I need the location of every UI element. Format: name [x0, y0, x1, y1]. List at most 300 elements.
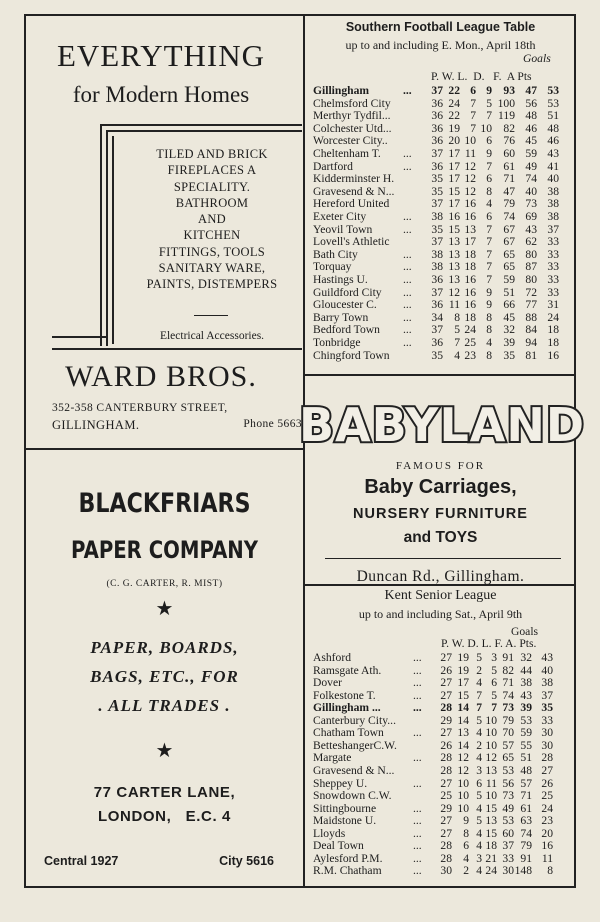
stat-d: 6 [486, 210, 492, 223]
team-name: BetteshangerC.W. [313, 738, 397, 752]
stat-w: 2 [463, 864, 469, 878]
team-name: Lloyds [313, 826, 346, 840]
stat-pts: 38 [547, 210, 559, 223]
stat-pts: 24 [541, 801, 553, 815]
stat-a: 45 [525, 134, 537, 148]
stat-pts: 33 [547, 260, 559, 274]
babyland-line2: NURSERY FURNITURE [353, 506, 528, 522]
stat-d: 4 [476, 751, 482, 765]
leader-dots: ... [403, 273, 412, 286]
stat-w: 22 [448, 84, 460, 97]
stat-w: 10 [457, 776, 469, 790]
team-name: Gravesend & N... [313, 763, 395, 777]
stat-l: 6 [491, 676, 497, 690]
stat-p: 28 [440, 701, 452, 715]
stat-d: 7 [476, 701, 482, 715]
leader-dots: ... [413, 676, 422, 690]
stat-f: 67 [503, 235, 515, 249]
stat-w: 10 [457, 801, 469, 815]
stat-a: 38 [520, 676, 532, 690]
stat-l: 10 [464, 134, 476, 148]
stat-f: 79 [502, 713, 514, 727]
southern-title: Southern Football League Table [345, 20, 536, 34]
team-name: Ramsgate Ath. [313, 663, 382, 677]
team-name: Chatham Town [313, 726, 384, 740]
stat-p: 36 [431, 159, 443, 173]
stat-a: 48 [520, 763, 532, 777]
stat-pts: 33 [547, 247, 559, 261]
stat-p: 37 [431, 147, 443, 160]
stat-a: 80 [525, 273, 537, 286]
stat-a: 80 [525, 247, 537, 261]
team-name: Merthyr Tydfil... [313, 109, 391, 123]
stat-a: 47 [525, 84, 537, 97]
table-row [305, 652, 576, 665]
stat-p: 25 [440, 789, 452, 803]
stat-l: 3 [491, 651, 497, 664]
stat-pts: 8 [547, 864, 553, 878]
stat-l: 24 [464, 323, 476, 337]
stat-p: 27 [440, 776, 452, 790]
stat-f: 39 [503, 336, 515, 349]
team-name: Gravesend & N... [313, 184, 395, 198]
leader-dots: ... [403, 260, 412, 274]
ward-body-line: FITTINGS, TOOLS [158, 244, 266, 259]
stat-l: 24 [485, 864, 497, 878]
ward-body-line: KITCHEN [183, 228, 241, 243]
stat-w: 17 [448, 172, 460, 186]
stat-a: 59 [520, 726, 532, 740]
blackfriars-products-3: . ALL TRADES . [98, 696, 231, 715]
stat-l: 18 [464, 260, 476, 274]
stat-f: 71 [503, 172, 515, 186]
stat-d: 3 [476, 851, 482, 865]
stat-pts: 24 [547, 310, 559, 324]
stat-a: 46 [525, 121, 537, 135]
stat-a: 74 [520, 826, 532, 840]
stat-p: 36 [431, 96, 443, 110]
stat-p: 27 [440, 688, 452, 702]
babyland-rule [325, 558, 561, 559]
stat-pts: 46 [547, 134, 559, 148]
stat-pts: 26 [541, 776, 553, 790]
stat-f: 37 [502, 839, 514, 853]
table-row [305, 815, 576, 828]
stat-f: 74 [503, 210, 515, 223]
team-name: Sheppey U. [313, 776, 368, 790]
stat-d: 9 [486, 285, 492, 299]
stat-pts: 28 [541, 751, 553, 765]
team-name: Ashford [313, 651, 351, 664]
stat-l: 7 [491, 701, 497, 715]
blackfriars-line1: BLACKFRIARS [78, 488, 251, 519]
blackfriars-advert [26, 16, 303, 886]
stat-l: 16 [464, 210, 476, 223]
stat-f: 71 [502, 676, 514, 690]
table-row [305, 790, 576, 803]
stat-p: 28 [440, 751, 452, 765]
stat-w: 19 [448, 121, 460, 135]
stat-pts: 33 [547, 235, 559, 249]
babyland-line1: Baby Carriages, [364, 476, 517, 498]
leader-dots: ... [413, 814, 422, 828]
stat-pts: 25 [541, 789, 553, 803]
leader-dots: ... [413, 751, 422, 765]
ward-body-line: BATHROOM [175, 195, 249, 210]
stat-d: 8 [486, 184, 492, 198]
stat-p: 36 [431, 121, 443, 135]
stat-d: 3 [476, 763, 482, 777]
stat-f: 35 [503, 348, 515, 362]
stat-l: 7 [470, 96, 476, 110]
stat-w: 5 [454, 323, 460, 337]
leader-dots: ... [413, 688, 422, 702]
leader-dots: ... [403, 159, 412, 173]
blackfriars-products-1: PAPER, BOARDS, [90, 638, 239, 657]
stat-w: 15 [448, 184, 460, 198]
stat-pts: 23 [541, 814, 553, 828]
stat-l: 18 [464, 310, 476, 324]
stat-l: 13 [485, 763, 497, 777]
kent-title: Kent Senior League [384, 588, 497, 603]
stat-f: 47 [503, 184, 515, 198]
stat-pts: 11 [541, 851, 553, 865]
programme-page [24, 14, 586, 888]
stat-f: 61 [503, 159, 515, 173]
stat-a: 51 [520, 751, 532, 765]
stat-a: 73 [525, 197, 537, 211]
stat-p: 27 [440, 814, 452, 828]
stat-d: 4 [486, 336, 492, 349]
stat-a: 59 [525, 147, 537, 160]
stat-a: 63 [520, 814, 532, 828]
leader-dots: ... [403, 285, 412, 299]
stat-w: 8 [454, 310, 460, 324]
stat-p: 35 [431, 348, 443, 362]
kent-league-table: Kent Senior League up to and including Sat., April 9th Goals P. W. D. L. F. A. Pts. Ashford ... 27 19 5 3 91 32 43 Ramsgate Ath. ... 26 19 2 5 82 44 40 Dover ... 27 17 4 6 71 38 38 Folkestone T. ... 27 15 7 5 74 43 37 Gillingham ... ... 28 14 7 7 73 39 35 Canterbury City... 29 14 5 10 79 53 33 Chatham Town ... 27 13 4 10 70 59 30 BetteshangerC.W. 26 14 2 10 57 55 30 Margate ... 28 12 4 12 65 51 28 Gravesend & N... 28 12 3 13 53 48 27 Sheppey U. ... 27 10 6 11 56 57 26 Snowdown C.W. 25 10 5 10 73 71 25 Sittingbourne ... 29 10 4 15 49 61 24 Maidstone U. ... 27 9 5 13 53 63 23 Lloyds ... 27 8 4 15 60 74 20 Deal Town ... 28 6 4 18 37 79 16 Aylesford P.M. ... 28 4 3 21 33 91 11 R.M. Chatham ... 30 2 4 24 30 148 8 [305, 586, 576, 886]
leader-dots: ... [403, 210, 412, 223]
stat-p: 27 [440, 726, 452, 740]
stat-l: 13 [485, 814, 497, 828]
stat-a: 94 [525, 336, 537, 349]
stat-d: 9 [486, 298, 492, 312]
stat-w: 15 [457, 688, 469, 702]
leader-dots: ... [413, 851, 422, 865]
stat-f: 119 [498, 109, 515, 123]
team-name: Kidderminster H. [313, 172, 395, 186]
ward-body-line: SANITARY WARE, [158, 261, 266, 276]
stat-p: 30 [440, 864, 452, 878]
leader-dots: ... [413, 839, 422, 853]
stat-pts: 18 [547, 323, 559, 337]
stat-pts: 27 [541, 763, 553, 777]
team-name: Margate [313, 751, 352, 765]
team-name: R.M. Chatham [313, 864, 382, 878]
stat-w: 12 [457, 751, 469, 765]
stat-w: 16 [448, 210, 460, 223]
stat-pts: 16 [547, 348, 559, 362]
team-name: Hereford United [313, 197, 390, 211]
team-name: Gillingham [313, 84, 370, 97]
stat-d: 4 [476, 726, 482, 740]
stat-d: 4 [476, 676, 482, 690]
stat-w: 6 [463, 839, 469, 853]
blackfriars-phone1: Central 1927 [44, 854, 119, 868]
blackfriars-products-2: BAGS, ETC., FOR [90, 667, 239, 686]
stat-pts: 43 [541, 651, 553, 664]
team-name: Torquay [313, 260, 352, 274]
stat-f: 82 [503, 121, 515, 135]
stat-pts: 41 [547, 159, 559, 173]
stat-l: 5 [491, 663, 497, 677]
stat-f: 60 [502, 826, 514, 840]
stat-a: 53 [520, 713, 532, 727]
stat-w: 13 [448, 247, 460, 261]
stat-pts: 48 [547, 121, 559, 135]
leader-dots: ... [403, 336, 412, 349]
team-name: Dover [313, 676, 342, 690]
stat-l: 23 [464, 348, 476, 362]
stat-d: 4 [486, 197, 492, 211]
stat-p: 36 [431, 273, 443, 286]
stat-f: 53 [502, 763, 514, 777]
team-name: Gillingham ... [313, 701, 381, 715]
stat-a: 87 [525, 260, 537, 274]
stat-f: 65 [503, 260, 515, 274]
stat-f: 91 [502, 651, 514, 664]
stat-w: 17 [448, 197, 460, 211]
stat-l: 5 [491, 688, 497, 702]
stat-pts: 33 [547, 285, 559, 299]
stat-f: 67 [503, 222, 515, 236]
stat-pts: 30 [541, 738, 553, 752]
babyland-logo [298, 394, 586, 454]
stat-a: 88 [525, 310, 537, 324]
team-name: Worcester City.. [313, 134, 388, 148]
team-name: Deal Town [313, 839, 364, 853]
babyland-advert [298, 16, 586, 585]
stat-w: 11 [448, 298, 460, 312]
stat-d: 8 [486, 348, 492, 362]
stat-l: 18 [464, 247, 476, 261]
stat-pts: 53 [547, 96, 559, 110]
stat-w: 13 [448, 235, 460, 249]
team-name: Canterbury City... [313, 713, 396, 727]
stat-p: 37 [431, 285, 443, 299]
stat-l: 12 [464, 184, 476, 198]
blackfriars-line2: PAPER COMPANY [70, 536, 259, 564]
stat-d: 10 [480, 121, 492, 135]
stat-d: 4 [476, 839, 482, 853]
leader-dots: ... [403, 310, 412, 324]
stat-d: 6 [476, 776, 482, 790]
table-row [305, 677, 576, 690]
stat-w: 14 [457, 738, 469, 752]
stat-p: 36 [431, 336, 443, 349]
ward-address-line1: 352-358 CANTERBURY STREET, [52, 402, 228, 414]
stat-d: 4 [476, 801, 482, 815]
stat-a: 44 [520, 663, 532, 677]
blackfriars-phones [44, 854, 274, 868]
stat-a: 81 [525, 348, 537, 362]
stat-f: 100 [497, 96, 515, 110]
leader-dots: ... [403, 84, 412, 97]
stat-a: 69 [525, 210, 537, 223]
stat-l: 10 [485, 738, 497, 752]
stat-w: 24 [448, 96, 460, 110]
leader-dots: ... [403, 247, 412, 261]
stat-p: 35 [431, 172, 443, 186]
team-name: Bedford Town [313, 323, 380, 337]
stat-f: 65 [502, 751, 514, 765]
stat-a: 39 [520, 701, 532, 715]
leader-dots: ... [413, 701, 422, 715]
team-name: Dartford [313, 159, 353, 173]
stat-a: 43 [520, 688, 532, 702]
stat-p: 36 [431, 109, 443, 123]
stat-w: 17 [457, 676, 469, 690]
stat-pts: 53 [547, 84, 559, 97]
stat-d: 5 [486, 96, 492, 110]
ward-body-line: SPECIALITY. [173, 179, 251, 194]
ward-electrical: Electrical Accessories. [159, 330, 265, 342]
leader-dots: ... [413, 663, 422, 677]
stat-w: 13 [448, 273, 460, 286]
stat-l: 12 [485, 751, 497, 765]
stat-l: 15 [485, 801, 497, 815]
stat-d: 7 [486, 273, 492, 286]
stat-f: 56 [502, 776, 514, 790]
stat-f: 30 [502, 864, 514, 878]
stat-a: 49 [525, 159, 537, 173]
stat-f: 93 [503, 84, 515, 97]
team-name: Guildford City [313, 285, 382, 299]
stat-p: 28 [440, 851, 452, 865]
stat-pts: 18 [547, 336, 559, 349]
stat-w: 15 [448, 222, 460, 236]
star-icon: ★ [155, 598, 174, 620]
stat-a: 56 [525, 96, 537, 110]
stat-w: 10 [457, 789, 469, 803]
leader-dots: ... [413, 864, 422, 878]
blackfriars-phone2: City 5616 [219, 854, 274, 868]
stat-a: 55 [520, 738, 532, 752]
team-name: Tonbridge [313, 336, 361, 349]
team-name: Cheltenham T. [313, 147, 381, 160]
stat-l: 15 [485, 826, 497, 840]
stat-pts: 38 [547, 197, 559, 211]
table-row [305, 727, 576, 740]
stat-f: 66 [503, 298, 515, 312]
stat-l: 25 [464, 336, 476, 349]
stat-p: 36 [431, 298, 443, 312]
stat-d: 7 [486, 235, 492, 249]
stat-pts: 40 [541, 663, 553, 677]
blackfriars-proprietors: (C. G. CARTER, R. MIST) [106, 579, 223, 589]
stat-pts: 37 [541, 688, 553, 702]
stat-l: 10 [485, 726, 497, 740]
stat-f: 73 [502, 701, 514, 715]
stat-f: 73 [502, 789, 514, 803]
stat-w: 20 [448, 134, 460, 148]
stat-w: 4 [463, 851, 469, 865]
stat-d: 7 [486, 222, 492, 236]
team-name: Bath City [313, 247, 358, 261]
stat-pts: 40 [547, 172, 559, 186]
stat-w: 4 [454, 348, 460, 362]
stat-a: 40 [525, 184, 537, 198]
stat-p: 35 [431, 184, 443, 198]
stat-w: 12 [457, 763, 469, 777]
stat-pts: 37 [547, 222, 559, 236]
stat-f: 53 [502, 814, 514, 828]
stat-pts: 38 [547, 184, 559, 198]
stat-w: 17 [448, 159, 460, 173]
stat-f: 76 [503, 134, 515, 148]
stat-l: 21 [485, 851, 497, 865]
stat-f: 74 [502, 688, 514, 702]
team-name: Lovell's Athletic [313, 235, 390, 249]
stat-pts: 31 [547, 298, 559, 312]
southern-league-table: Southern Football League Table up to and including E. Mon., April 18th Goals P. W. L. D. F. A Pts Gillingham ... 37 22 6 9 93 47 53 Chelmsford City 36 24 7 5 100 56 53 Merthyr Tydfil... 36 22 7 7 119 48 51 Colchester Utd... 36 19 7 10 82 46 48 Worcester City.. 36 20 10 6 76 45 46 Cheltenham T. ... 37 17 11 9 60 59 43 Dartford ... 36 17 12 7 61 49 41 Kidderminster H. 35 17 12 6 71 74 40 Gravesend & N... 35 15 12 8 47 40 38 Hereford United 37 17 16 4 79 73 38 Exeter City ... 38 16 16 6 74 69 38 Yeovil Town ... 35 15 13 7 67 43 37 Lovell's Athletic 37 13 17 7 67 62 33 Bath City ... 38 13 18 7 65 80 33 Torquay ... 38 13 18 7 65 87 33 Hastings U. ... 36 13 16 7 59 80 33 Guildford City ... 37 12 16 9 51 72 33 Gloucester C. ... 36 11 16 9 66 77 31 Barry Town ... 34 8 18 8 45 88 24 Bedford Town ... 37 5 24 8 32 84 18 Tonbridge ... 36 7 25 4 39 94 18 Chingford Town 35 4 23 8 35 81 16 [305, 16, 576, 374]
stat-a: 84 [525, 323, 537, 337]
leader-dots: ... [403, 298, 412, 312]
team-name: Maidstone U. [313, 814, 377, 828]
table-row [305, 840, 576, 853]
ward-headline: EVERYTHING [56, 38, 266, 73]
stat-l: 10 [485, 713, 497, 727]
stat-w: 22 [448, 109, 460, 123]
stat-pts: 16 [541, 839, 553, 853]
stat-w: 12 [448, 285, 460, 299]
stat-pts: 30 [541, 726, 553, 740]
stat-p: 34 [431, 310, 443, 324]
stat-p: 28 [440, 763, 452, 777]
team-name: Sittingbourne [313, 801, 377, 815]
stat-f: 49 [502, 801, 514, 815]
stat-f: 79 [503, 197, 515, 211]
stat-d: 5 [476, 814, 482, 828]
stat-a: 148 [514, 864, 532, 878]
stat-w: 14 [457, 713, 469, 727]
stat-f: 51 [503, 285, 515, 299]
stat-d: 5 [476, 651, 482, 664]
stat-l: 13 [464, 222, 476, 236]
ward-body-line: FIREPLACES A [167, 163, 257, 178]
stat-l: 12 [464, 172, 476, 186]
stat-p: 35 [431, 222, 443, 236]
leader-dots: ... [413, 776, 422, 790]
table-row [305, 765, 576, 778]
team-name: Folkestone T. [313, 688, 376, 702]
stat-p: 37 [431, 197, 443, 211]
stat-l: 16 [464, 298, 476, 312]
ward-phone: Phone 5663 [243, 418, 302, 430]
stat-p: 28 [440, 839, 452, 853]
leader-dots: ... [413, 651, 422, 664]
stat-pts: 20 [541, 826, 553, 840]
leader-dots: ... [403, 323, 412, 337]
stat-l: 7 [470, 109, 476, 123]
stat-w: 9 [463, 814, 469, 828]
stat-pts: 51 [547, 109, 559, 123]
team-name: Exeter City [313, 210, 367, 223]
stat-d: 4 [476, 826, 482, 840]
stat-d: 5 [476, 789, 482, 803]
team-name: Gloucester C. [313, 298, 377, 312]
stat-d: 7 [486, 247, 492, 261]
stat-pts: 43 [547, 147, 559, 160]
